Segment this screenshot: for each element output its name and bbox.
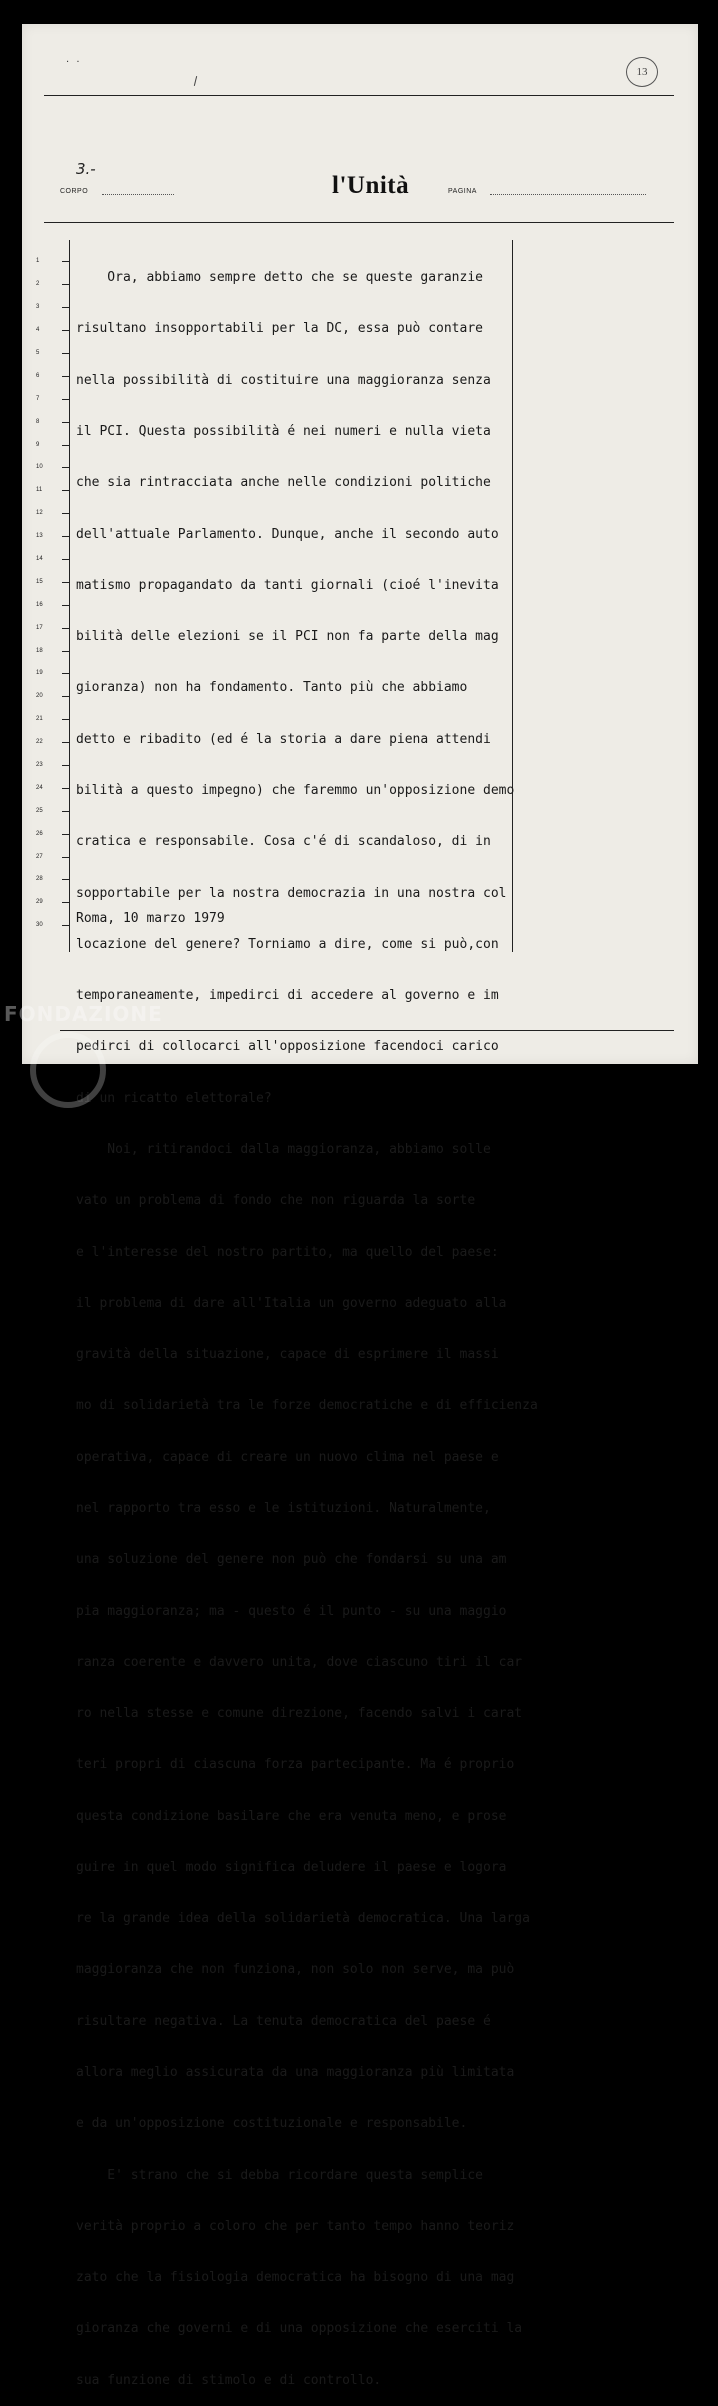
line-number: 6 xyxy=(36,364,72,387)
handwritten-page-number: 3.- xyxy=(76,160,96,178)
body-line: nella possibilità di costituire una maggioranza senza xyxy=(76,372,491,388)
body-line: pia maggioranza; ma - questo é il punto - su una maggio xyxy=(76,1603,507,1619)
line-number: 8 xyxy=(36,410,72,433)
line-number: 13 xyxy=(36,525,72,548)
body-line: e da un'opposizione costituzionale e responsabile. xyxy=(76,2116,468,2132)
body-line: pedirci di collocarci all'opposizione facendoci carico xyxy=(76,1039,499,1055)
date-line: Roma, 10 marzo 1979 xyxy=(76,911,225,926)
line-number: 12 xyxy=(36,502,72,525)
body-line: locazione del genere? Torniamo a dire, come si può,con xyxy=(76,936,499,952)
line-number: 16 xyxy=(36,593,72,616)
body-line: matismo propagandato da tanti giornali (cioé l'inevita xyxy=(76,577,499,593)
body-line: zato che la fisiologia democratica ha bisogno di una mag xyxy=(76,2270,515,2286)
body-line: Ora, abbiamo sempre detto che se queste garanzie xyxy=(76,270,483,286)
body-line: E' strano che si debba ricordare questa semplice xyxy=(76,2167,483,2183)
line-number: 7 xyxy=(36,387,72,410)
body-line: Noi, ritirandoci dalla maggioranza, abbiamo solle xyxy=(76,1141,491,1157)
bottom-rule xyxy=(60,1030,674,1031)
line-number: 17 xyxy=(36,616,72,639)
body-line: detto e ribadito (ed é la storia a dare piena attendi xyxy=(76,731,491,747)
line-number: 20 xyxy=(36,685,72,708)
body-line: bilità a questo impegno) che faremmo un'opposizione demo xyxy=(76,783,515,798)
body-line: gioranza che governi e di una opposizione che eserciti la xyxy=(76,2321,523,2337)
body-line: guire in quel modo significa deludere il paese e logora xyxy=(76,1859,507,1875)
line-number: 22 xyxy=(36,731,72,754)
line-number: 28 xyxy=(36,868,72,891)
typed-body xyxy=(76,235,576,2406)
line-number: 23 xyxy=(36,754,72,777)
body-line: verità proprio a coloro che per tanto tempo hanno teoriz xyxy=(76,2218,515,2234)
line-number: 25 xyxy=(36,799,72,822)
body-line: gioranza) non ha fondamento. Tanto più che abbiamo xyxy=(76,680,468,696)
paper-specks: . . xyxy=(66,54,82,65)
line-number: 15 xyxy=(36,570,72,593)
masthead-logo: l'Unità xyxy=(332,172,410,199)
line-number: 3 xyxy=(36,296,72,319)
body-line: questa condizione basilare che era venuta meno, e prose xyxy=(76,1808,507,1824)
body-line: e l'interesse del nostro partito, ma quello del paese: xyxy=(76,1244,499,1260)
body-line: nel rapporto tra esso e le istituzioni. Naturalmente, xyxy=(76,1500,491,1516)
body-line: bilità delle elezioni se il PCI non fa parte della mag xyxy=(76,629,499,645)
body-line: vato un problema di fondo che non riguarda la sorte xyxy=(76,1193,476,1209)
body-line: cratica e responsabile. Cosa c'é di scandaloso, di in xyxy=(76,834,491,850)
line-number: 26 xyxy=(36,822,72,845)
line-number: 29 xyxy=(36,891,72,914)
body-line: risultare negativa. La tenuta democratica del paese é xyxy=(76,2013,491,2029)
body-line: risultano insopportabili per la DC, essa può contare xyxy=(76,321,483,337)
body-line: il problema di dare all'Italia un governo adeguato alla xyxy=(76,1295,507,1311)
body-line: temporaneamente, impedirci di accedere al governo e im xyxy=(76,988,499,1004)
corpo-dotted-field xyxy=(102,194,174,195)
stamp-number: 13 xyxy=(636,66,648,78)
body-line: il PCI. Questa possibilità é nei numeri e nulla vieta xyxy=(76,424,491,440)
line-number: 14 xyxy=(36,548,72,571)
body-line: che sia rintracciata anche nelle condizioni politiche xyxy=(76,475,491,491)
body-line: mo di solidarietà tra le forze democratiche e di efficienza xyxy=(76,1398,538,1414)
line-number: 24 xyxy=(36,776,72,799)
pagina-label: PAGINA xyxy=(448,188,477,195)
line-number: 5 xyxy=(36,342,72,365)
body-line: operativa, capace di creare un nuovo clima nel paese e xyxy=(76,1449,499,1465)
top-rule xyxy=(44,95,674,96)
line-number: 10 xyxy=(36,456,72,479)
line-number: 11 xyxy=(36,479,72,502)
line-number: 27 xyxy=(36,845,72,868)
line-number: 19 xyxy=(36,662,72,685)
line-number: 9 xyxy=(36,433,72,456)
body-line: sopportabile per la nostra democrazia in una nostra col xyxy=(76,885,507,901)
body-line: sua funzione di stimolo e di controllo. xyxy=(76,2372,382,2388)
line-number: 4 xyxy=(36,319,72,342)
body-line: dell'attuale Parlamento. Dunque, anche il secondo auto xyxy=(76,526,499,542)
line-number: 30 xyxy=(36,914,72,937)
corpo-label: CORPO xyxy=(60,188,89,195)
body-line: ro nella stesse e comune direzione, facendo salvi i carat xyxy=(76,1706,523,1722)
body-line: una soluzione del genere non può che fondarsi su una am xyxy=(76,1552,507,1568)
body-line: ranza coerente e davvero unita, dove ciascuno tiri il car xyxy=(76,1654,523,1670)
line-number: 21 xyxy=(36,708,72,731)
page-stamp xyxy=(626,57,658,87)
line-number-column xyxy=(36,250,72,937)
line-number: 1 xyxy=(36,250,72,273)
body-line: maggioranza che non funziona, non solo non serve, ma può xyxy=(76,1962,515,1978)
archive-watermark: FONDAZIONE xyxy=(4,1002,163,1026)
body-line: gravità della situazione, capace di esprimere il massi xyxy=(76,1347,499,1363)
line-number: 2 xyxy=(36,273,72,296)
header-rule xyxy=(44,222,674,223)
watermark-logo-icon xyxy=(30,1032,106,1108)
body-line: allora meglio assicurata da una maggioranza più limitata xyxy=(76,2065,515,2081)
body-line: di un ricatto elettorale? xyxy=(76,1090,272,1106)
line-number: 18 xyxy=(36,639,72,662)
body-line: teri propri di ciascuna forza partecipante. Ma é proprio xyxy=(76,1757,515,1773)
body-line: re la grande idea della solidarietà democratica. Una larga xyxy=(76,1911,530,1927)
pagina-dotted-field xyxy=(490,194,646,195)
